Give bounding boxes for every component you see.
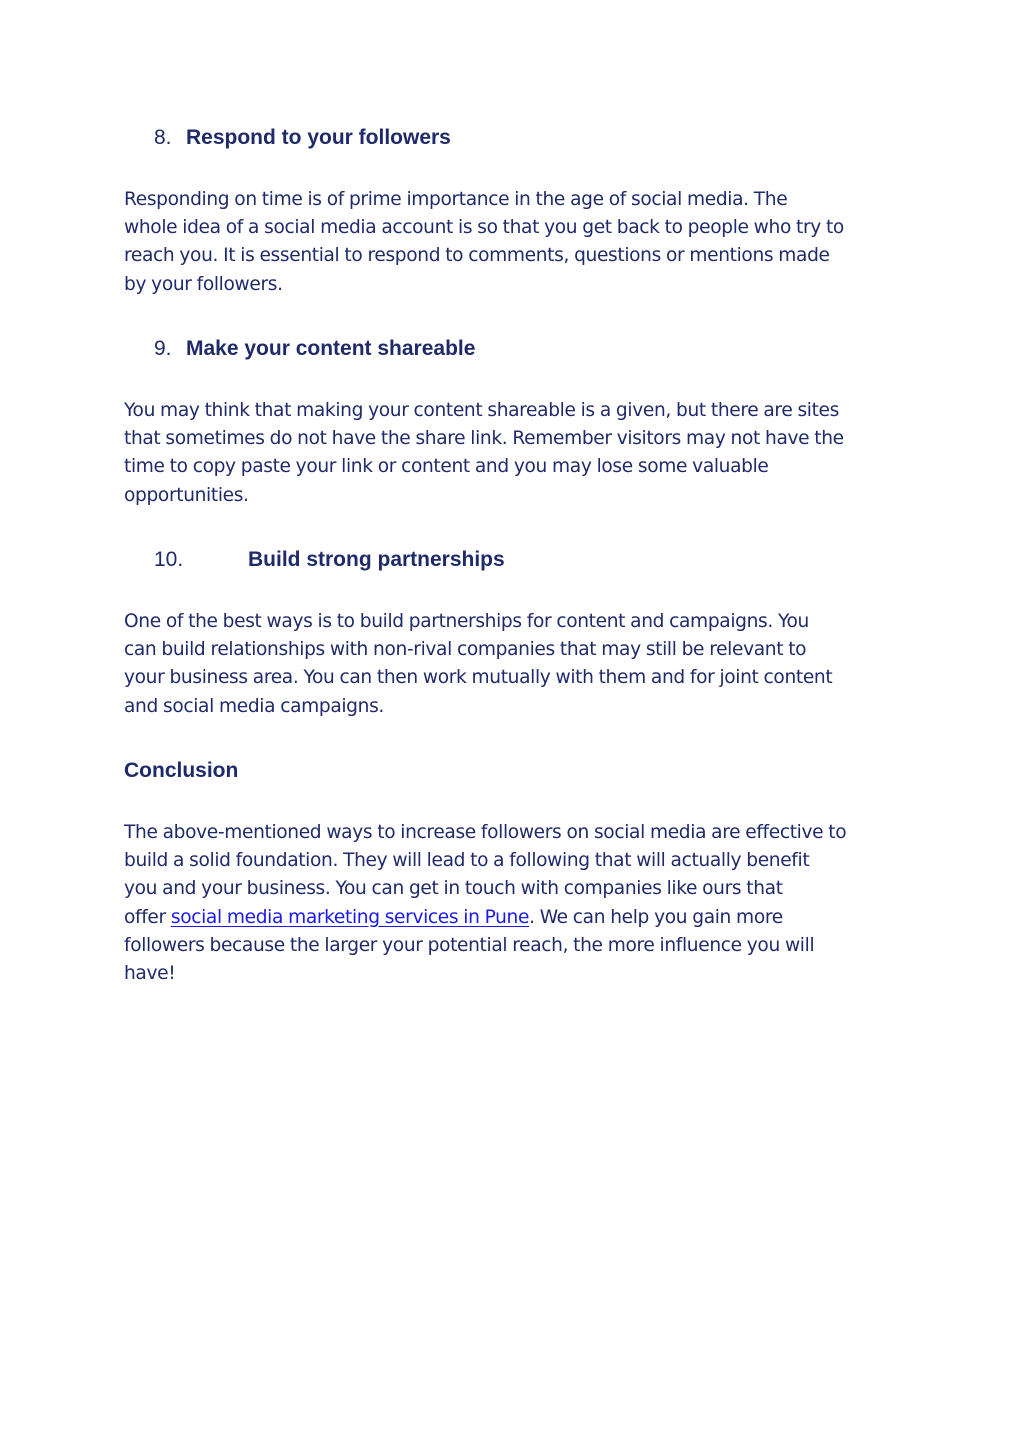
section-number: 9. — [154, 337, 172, 360]
section-title: Make your content shareable — [186, 337, 476, 360]
paragraph-line: build a solid foundation. They will lead to a following that will actually benefit — [124, 850, 810, 872]
paragraph-line: You may think that making your content shareable is a given, but there are sites — [124, 400, 839, 421]
paragraph-line: reach you. It is essential to respond to comments, questions or mentions made — [124, 245, 830, 267]
paragraph-line: that sometimes do not have the share link. Remember visitors may not have the — [124, 428, 844, 450]
paragraph-line: can build relationships with non-rival companies that may still be relevant to — [124, 639, 807, 661]
section-heading-9 — [154, 336, 475, 362]
paragraph-line: whole idea of a social media account is so that you get back to people who try to — [124, 217, 844, 239]
paragraph-line: your business area. You can then work mutually with them and for joint content — [124, 667, 833, 689]
conclusion-heading: Conclusion — [124, 759, 239, 782]
section-paragraph-8 — [124, 186, 914, 299]
paragraph-line: have! — [124, 963, 176, 985]
link-prefix-text: offer — [124, 906, 171, 928]
paragraph-line: followers because the larger your potential reach, the more influence you will — [124, 934, 815, 956]
paragraph-line: and social media campaigns. — [124, 695, 384, 717]
section-heading-10 — [154, 547, 505, 573]
section-paragraph-9 — [124, 397, 914, 510]
services-link[interactable]: social media marketing services in Pune — [170, 906, 530, 928]
paragraph-line-with-link — [124, 904, 914, 932]
section-number: 8. — [154, 126, 172, 149]
paragraph-line: One of the best ways is to build partnerships for content and campaigns. You — [124, 611, 809, 632]
section-title: Respond to your followers — [186, 126, 451, 149]
link-suffix-text: . We can help you gain more — [529, 906, 783, 928]
paragraph-line: The above-mentioned ways to increase followers on social media are effective to — [124, 822, 847, 843]
conclusion-paragraph — [124, 819, 914, 988]
paragraph-line: by your followers. — [124, 273, 283, 295]
section-heading-8 — [154, 125, 451, 151]
paragraph-line: Responding on time is of prime importance in the age of social media. The — [124, 189, 788, 210]
paragraph-line: you and your business. You can get in touch with companies like ours that — [124, 878, 783, 900]
section-number: 10. — [154, 548, 184, 571]
section-title: Build strong partnerships — [248, 548, 505, 571]
paragraph-line: time to copy paste your link or content and you may lose some valuable — [124, 456, 769, 478]
paragraph-line: opportunities. — [124, 484, 249, 506]
section-paragraph-10 — [124, 608, 914, 721]
